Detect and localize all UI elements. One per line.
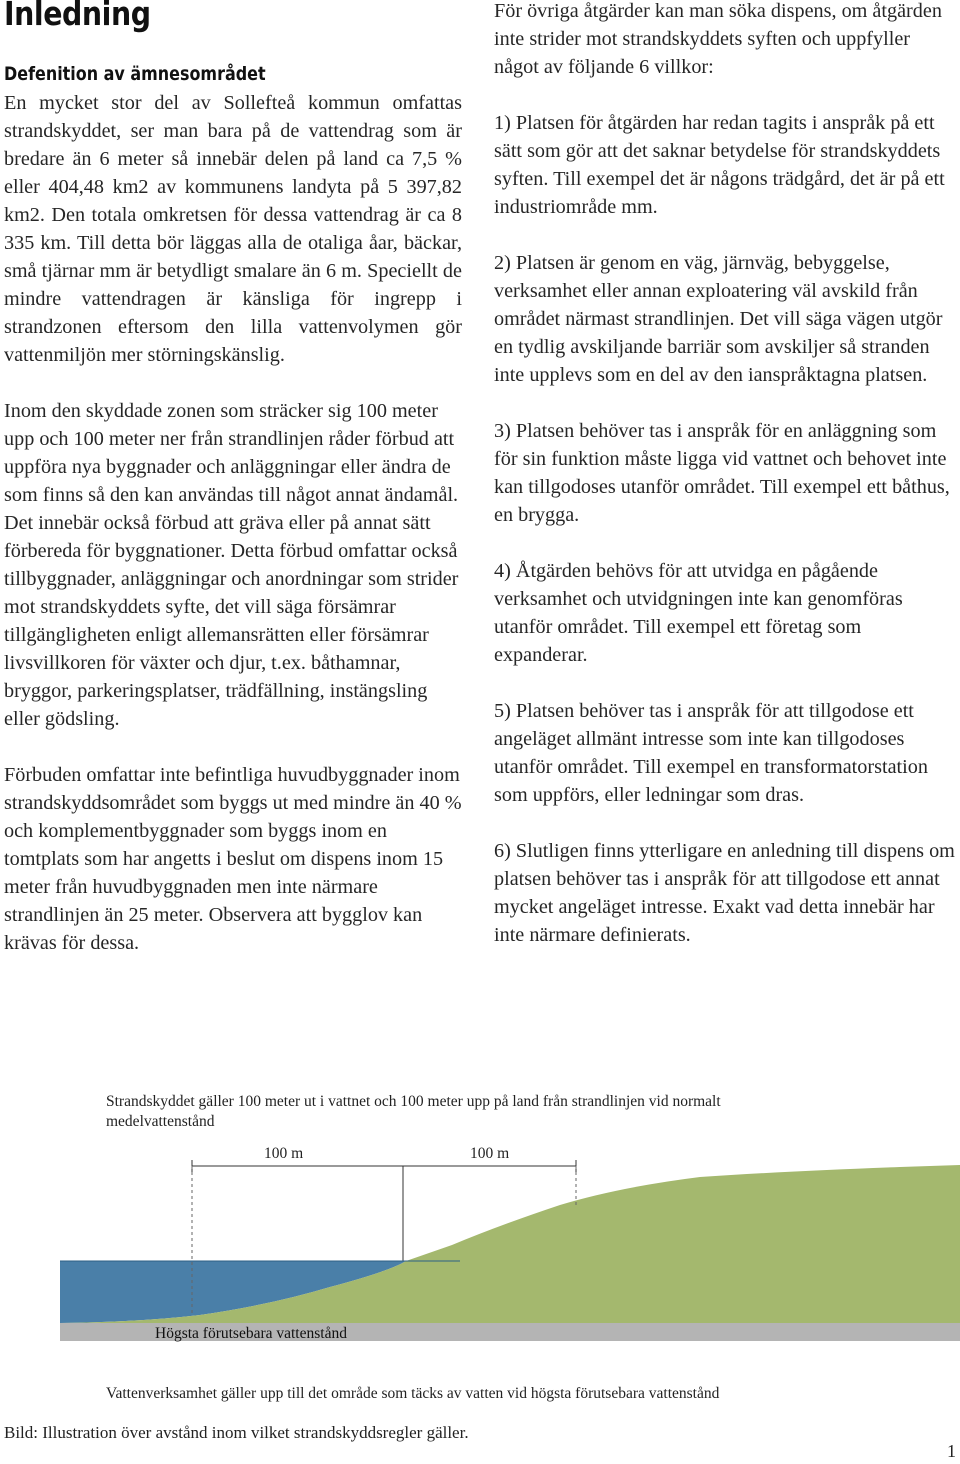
high-water-label: Högsta förutsebara vattenstånd [155, 1325, 347, 1342]
condition-2: 2) Platsen är genom en väg, järnväg, bebyggelse, verksamhet eller annan exploatering väl avskild från området närmast strandlinjen. Det vill säga vägen utgör en tydlig avskiljande barriär som avskiljer så stranden inte upplevs som en del av den ianspråktagna platsen. [494, 252, 943, 386]
paragraph-protected-zone: Inom den skyddade zonen som sträcker sig 100 meter upp och 100 meter ner från strandlinjen råder förbud att uppföra nya byggnader och anläggningar eller ändra de som finns så den kan användas till något annat ändamål. Det innebär också förbud att gräva eller på annat sätt förbereda för byggnationer. Detta förbud omfattar också tillbyggnader, anläggningar och anordningar som strider mot strandskyddets syfte, det vill säga försämrar tillgängligheten enligt allemansrätten eller försämrar livsvillkoren för växter och djur, t.ex. båthamnar, bryggor, parkeringsplatser, trädfällning, instängsling eller gödsling. [4, 400, 459, 730]
paragraph-intro: En mycket stor del av Sollefteå kommun omfattas strandskyddet, ser man bara på de vattendrag som är bredare än 6 meter så innebär delen på land ca 7,5 % eller 404,48 km2 av kommunens landyta på 5 397,82 km2. Den totala omkretsen för dessa vattendrag är ca 8 335 km. Till detta bör läggas alla de otaliga åar, bäckar, små tjärnar mm är betydligt smalare än 6 m. Speciellt de mindre vattendragen är känsliga för ingrepp i strandzonen eftersom den lilla vattenvolymen gör vattenmiljön mer störningskänslig. [4, 92, 462, 366]
distance-label-right: 100 m [470, 1145, 510, 1162]
paragraph-dispensation: För övriga åtgärder kan man söka dispens, om åtgärden inte strider mot strandskyddets syften och uppfyller något av följande 6 villkor: [494, 0, 942, 78]
condition-5: 5) Platsen behöver tas i anspråk för att tillgodose ett angeläget allmänt intresse som inte kan tillgodoses utanför området. Till exempel en transformatorstation som uppförs, eller ledningar som dras. [494, 700, 928, 806]
right-column [494, 0, 956, 977]
figure-caption: Bild: Illustration över avstånd inom vilket strandskyddsregler gäller. [4, 1423, 469, 1442]
page-number: 1 [947, 1441, 956, 1461]
condition-1: 1) Platsen för åtgärden har redan tagits i anspråk på ett sätt som gör att det saknar betydelse för strandskyddets syften. Till exempel det är någons trädgård, det är på ett industriområde mm. [494, 112, 945, 218]
condition-6: 6) Slutligen finns ytterligare en anledning till dispens om platsen behöver tas i anspråk för att tillgodose ett annat mycket angeläget intresse. Exakt vad detta innebär har inte närmare definierats. [494, 840, 955, 946]
figure-bottom-text: Vattenverksamhet gäller upp till det område som täcks av vatten vid högsta förutsebara vattenstånd [106, 1385, 720, 1402]
condition-4: 4) Åtgärden behövs för att utvidga en pågående verksamhet och utvidgningen inte kan genomföras utanför området. Till exempel ett företag som expanderar. [494, 560, 903, 666]
figure-top-text: Strandskyddet gäller 100 meter ut i vattnet och 100 meter upp på land från strandlinjen vid normalt medelvattenstånd [106, 1093, 721, 1130]
page-heading: Inledning [4, 0, 151, 33]
condition-3: 3) Platsen behöver tas i anspråk för en anläggning som för sin funktion måste ligga vid vattnet och behovet inte kan tillgodoses utanför området. Till exempel ett båthus, en brygga. [494, 420, 950, 526]
left-column [4, 89, 462, 985]
paragraph-exceptions: Förbuden omfattar inte befintliga huvudbyggnader inom strandskyddsområdet som byggs ut med mindre än 40 % och komplementbyggnader som byggs inom en tomtplats som har angetts i beslut om dispens inom 15 meter från huvudbyggnaden men inte närmare strandlinjen än 25 meter. Observera att bygglov kan krävas för dessa. [4, 764, 462, 954]
section-subheading: Defenition av ämnesområdet [4, 63, 266, 85]
shoreline-illustration [0, 1075, 960, 1425]
distance-label-left: 100 m [264, 1145, 304, 1162]
shoreline-diagram [0, 1075, 960, 1425]
